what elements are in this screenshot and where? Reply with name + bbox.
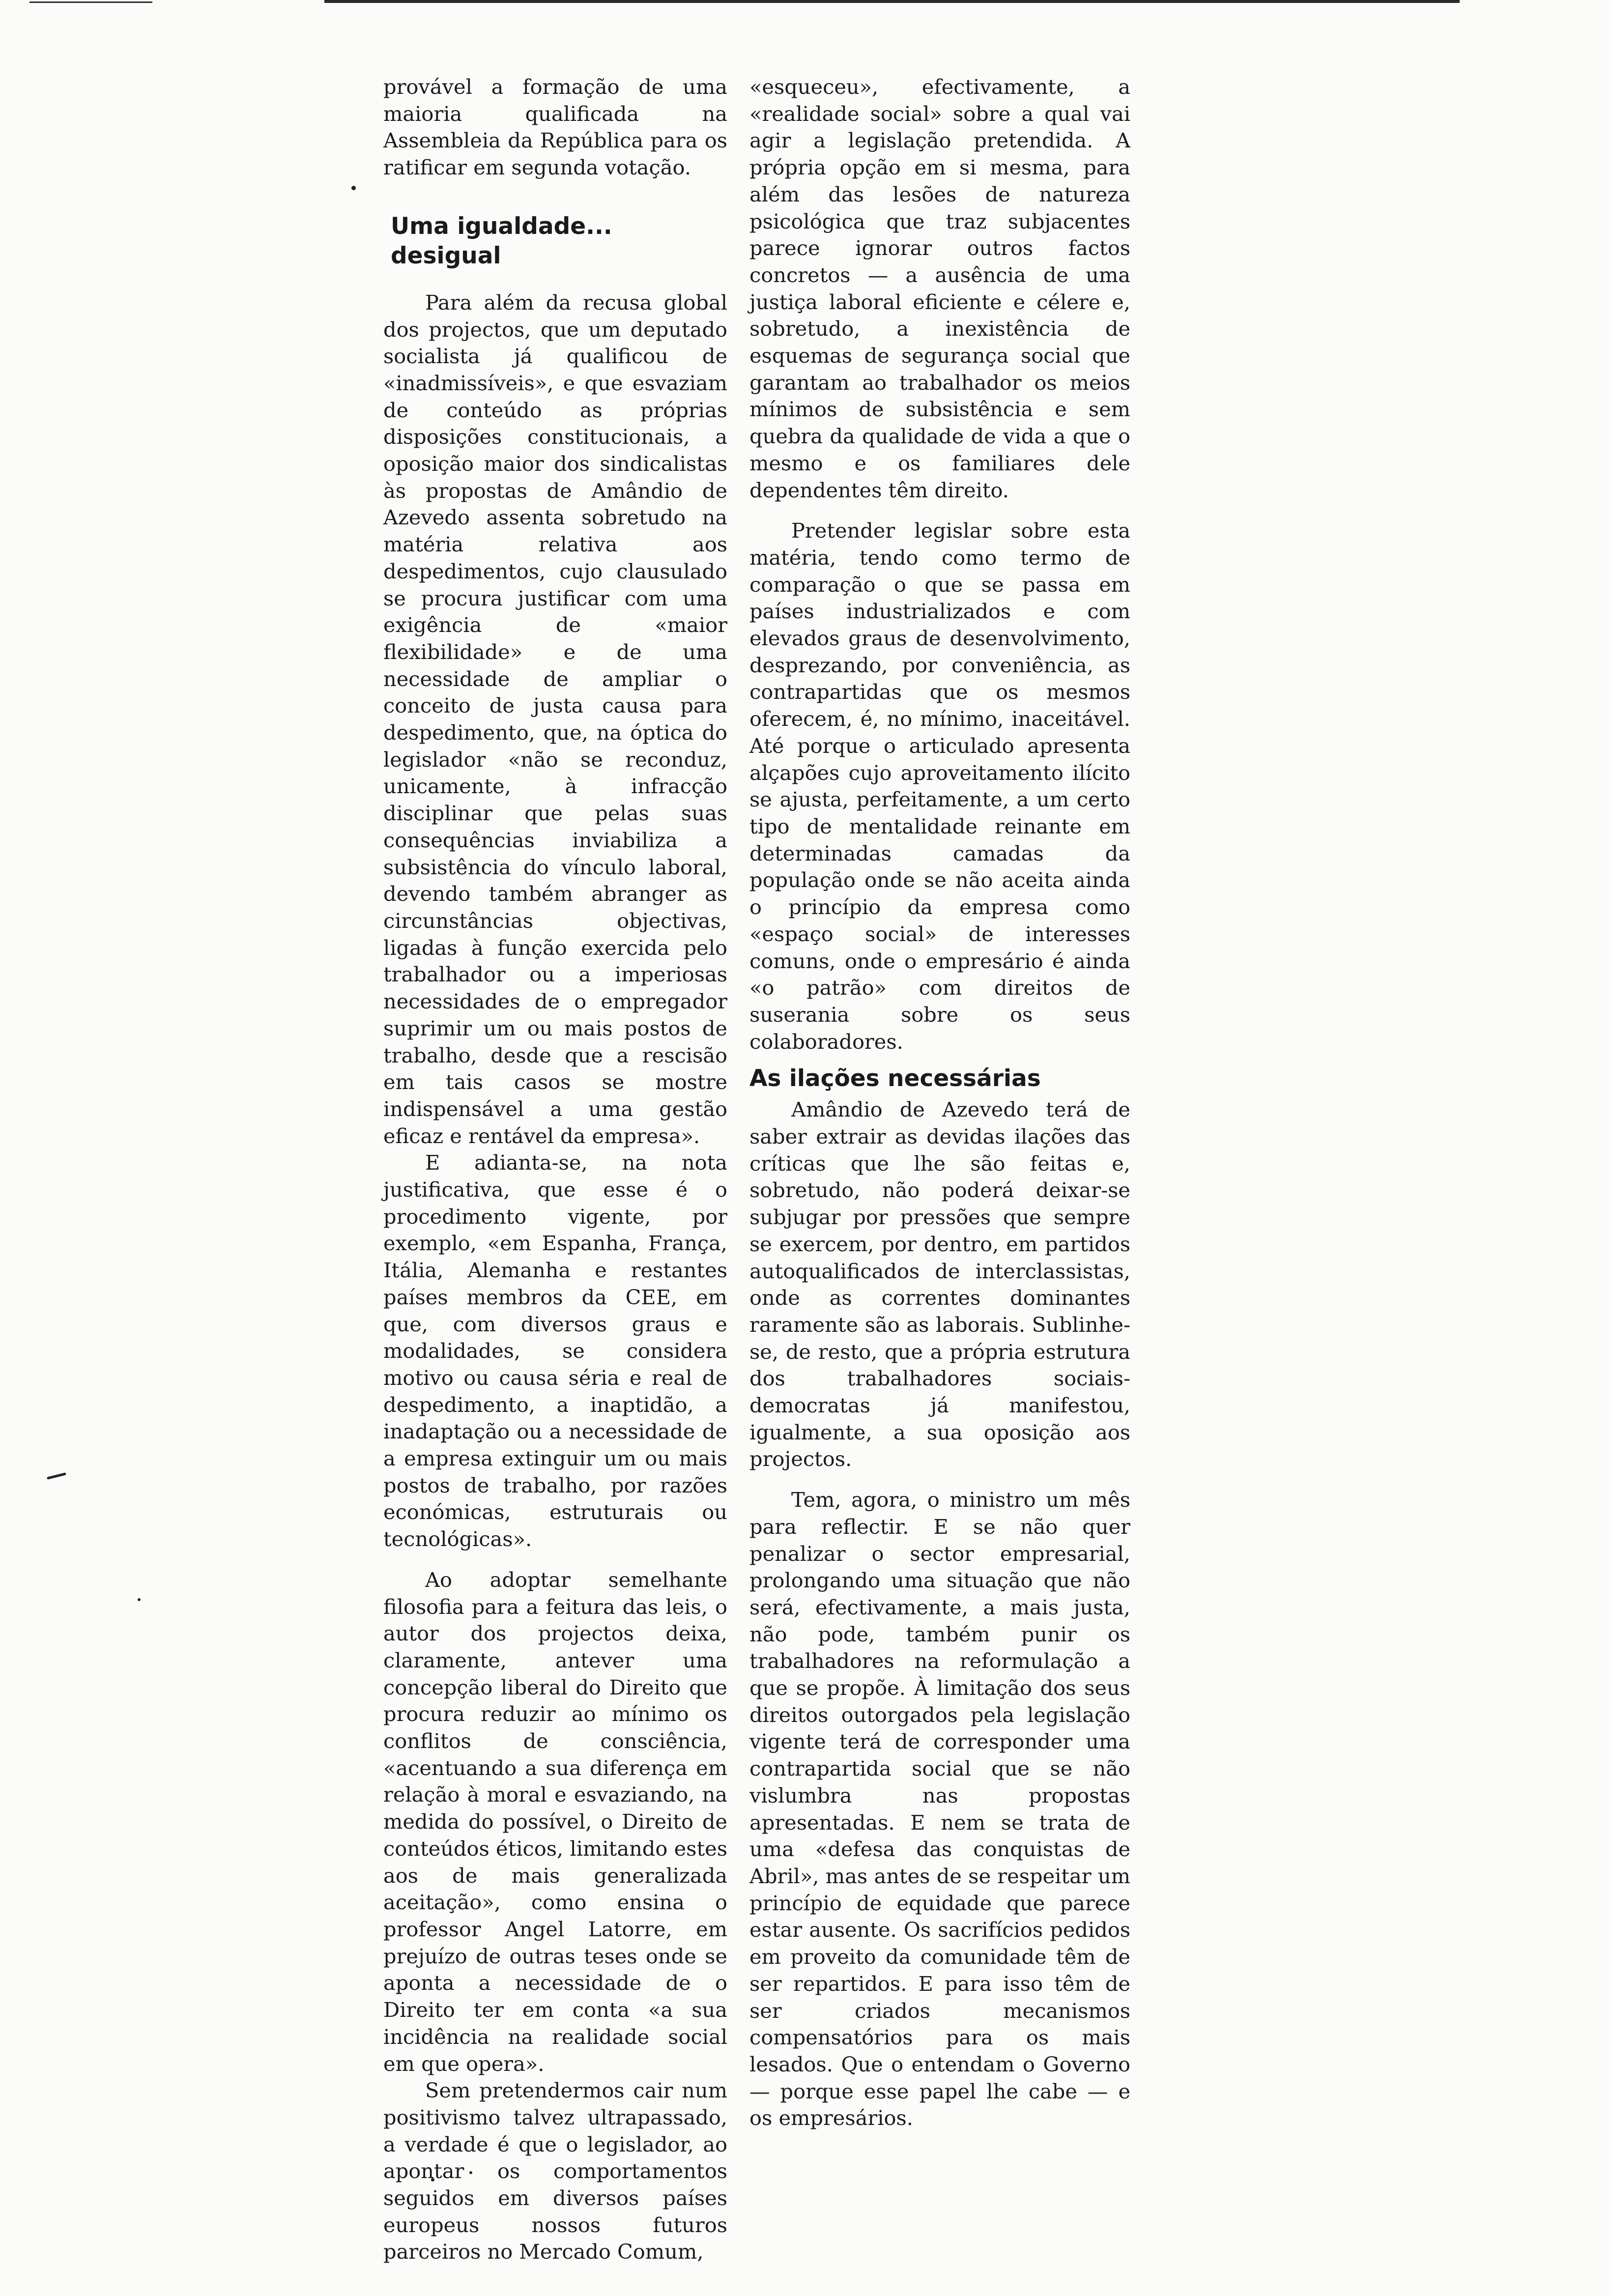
- body-paragraph: Pretender legislar sobre esta matéria, tendo como termo de comparação o que se passa em países industrializados e com elevados graus de desenvolvimento, desprezando, por conveniência, as contrapartidas que os mesmos oferecem, é, no mínimo, inaceitável. Até porque o articulado apresenta alçapões cujo aproveitamento ilícito se ajusta, perfeitamente, a um certo tipo de mentalidade reinante em determinadas camadas da população onde se não aceita ainda o princípio da empresa como «espaço social» de interesses comuns, onde o empresário é ainda «o patrão» com direitos de suserania sobre os seus colaboradores.: [749, 518, 1130, 1054]
- scan-top-edge-line: [324, 0, 1460, 3]
- body-paragraph: Ao adoptar semelhante filosofia para a feitura das leis, o autor dos projectos deixa, claramente, antever uma concepção liberal do Direito que procura reduzir ao mínimo os conflitos de consciência, «acentuando a sua diferença em relação à moral e esvaziando, na medida do possível, o Direito de conteúdos éticos, limitando estes aos de mais generalizada aceitação», como ensina o professor Angel Latorre, em prejuízo de outras teses onde se aponta a necessidade de o Direito ter em conta «a sua incidência na realidade social em que opera».: [383, 1567, 727, 2076]
- intro-paragraph: provável a formação de uma maioria qualificada na Assembleia da República para os ratificar em segunda votação.: [383, 75, 727, 180]
- scan-margin-mark: [47, 1472, 66, 1480]
- body-paragraph: Para além da recusa global dos projectos, que um deputado socialista já qualificou de «inadmissíveis», e que esvaziam de conteúdo as próprias disposições constitucionais, a oposição maior dos sindicalistas às propostas de Amândio de Azevedo assenta sobretudo na matéria relativa aos despedimentos, cujo clausulado se procura justificar com uma exigência de «maior flexibilidade» e de uma necessidade de ampliar o conceito de justa causa para despedimento, que, na óptica do legislador «não se reconduz, unicamente, à infracção disciplinar que pelas suas consequências inviabiliza a subsistência do vínculo laboral, devendo também abranger as circunstâncias objectivas, ligadas à função exercida pelo trabalhador ou a imperiosas necessidades de o empregador suprimir um ou mais postos de trabalho, desde que a rescisão em tais casos se mostre indispensável a uma gestão eficaz e rentável da empresa».: [383, 290, 727, 1148]
- body-paragraph: «esqueceu», efectivamente, a «realidade social» sobre a qual vai agir a legislação pretendida. A própria opção em si mesma, para além das lesões de natureza psicológica que traz subjacentes parece ignorar outros factos concretos — a ausência de uma justiça laboral eficiente e célere e, sobretudo, a inexistência de esquemas de segurança social que garantam ao trabalhador os meios mínimos de subsistência e sem quebra da qualidade de vida a que o mesmo e os familiares dele dependentes têm direito.: [749, 75, 1130, 502]
- body-paragraph: Amândio de Azevedo terá de saber extrair as devidas ilações das críticas que lhe são feitas e, sobretudo, não poderá deixar-se subjugar por pressões que sempre se exercem, por dentro, em partidos autoqualificados de interclassistas, onde as correntes dominantes raramente são as laborais. Sublinhe-se, de resto, que a própria estrutura dos trabalhadores sociais-democratas já manifestou, igualmente, a sua oposição aos projectos.: [749, 1097, 1130, 1471]
- scan-margin-mark: [351, 186, 356, 190]
- scan-margin-mark: [138, 1598, 141, 1601]
- section-heading-igualdade: Uma igualdade... desigual: [391, 212, 612, 269]
- body-paragraph: Tem, agora, o ministro um mês para reflectir. E se não quer penalizar o sector empresarial, prolongando uma situação que não será, efectivamente, a mais justa, não pode, também punir os trabalhadores na reformulação a que se propõe. À limitação dos seus direitos outorgados pela legislação vigente terá de corresponder uma contrapartida social que se não vislumbra nas propostas apresentadas. E nem se trata de uma «defesa das conquistas de Abril», mas antes de se respeitar um princípio de equidade que parece estar ausente. Os sacrifícios pedidos em proveito da comunidade têm de ser repartidos. E para isso têm de ser criados mecanismos compensatórios para os mais lesados. Que o entendam o Governo — porque esse papel lhe cabe — e os empresários.: [749, 1488, 1130, 2130]
- section-heading-ilacoes: As ilações necessárias: [749, 1065, 1041, 1092]
- article-left-column: [383, 74, 727, 2266]
- scan-top-edge-fragment: [29, 1, 152, 3]
- body-paragraph: E adianta-se, na nota justificativa, que esse é o procedimento vigente, por exemplo, «em Espanha, França, Itália, Alemanha e restantes países membros da CEE, em que, com diversos graus e modalidades, se considera motivo ou causa séria e real de despedimento, a inaptidão, a inadaptação ou a necessidade de a empresa extinguir um ou mais postos de trabalho, por razões económicas, estruturais ou tecnológicas».: [383, 1150, 727, 1551]
- body-paragraph: Sem pretendermos cair num positivismo talvez ultrapassado, a verdade é que o legislador, ao apontar os comportamentos seguidos em diversos países europeus nossos futuros parceiros no Mercado Comum,: [383, 2078, 727, 2264]
- article-right-column: [749, 74, 1130, 2132]
